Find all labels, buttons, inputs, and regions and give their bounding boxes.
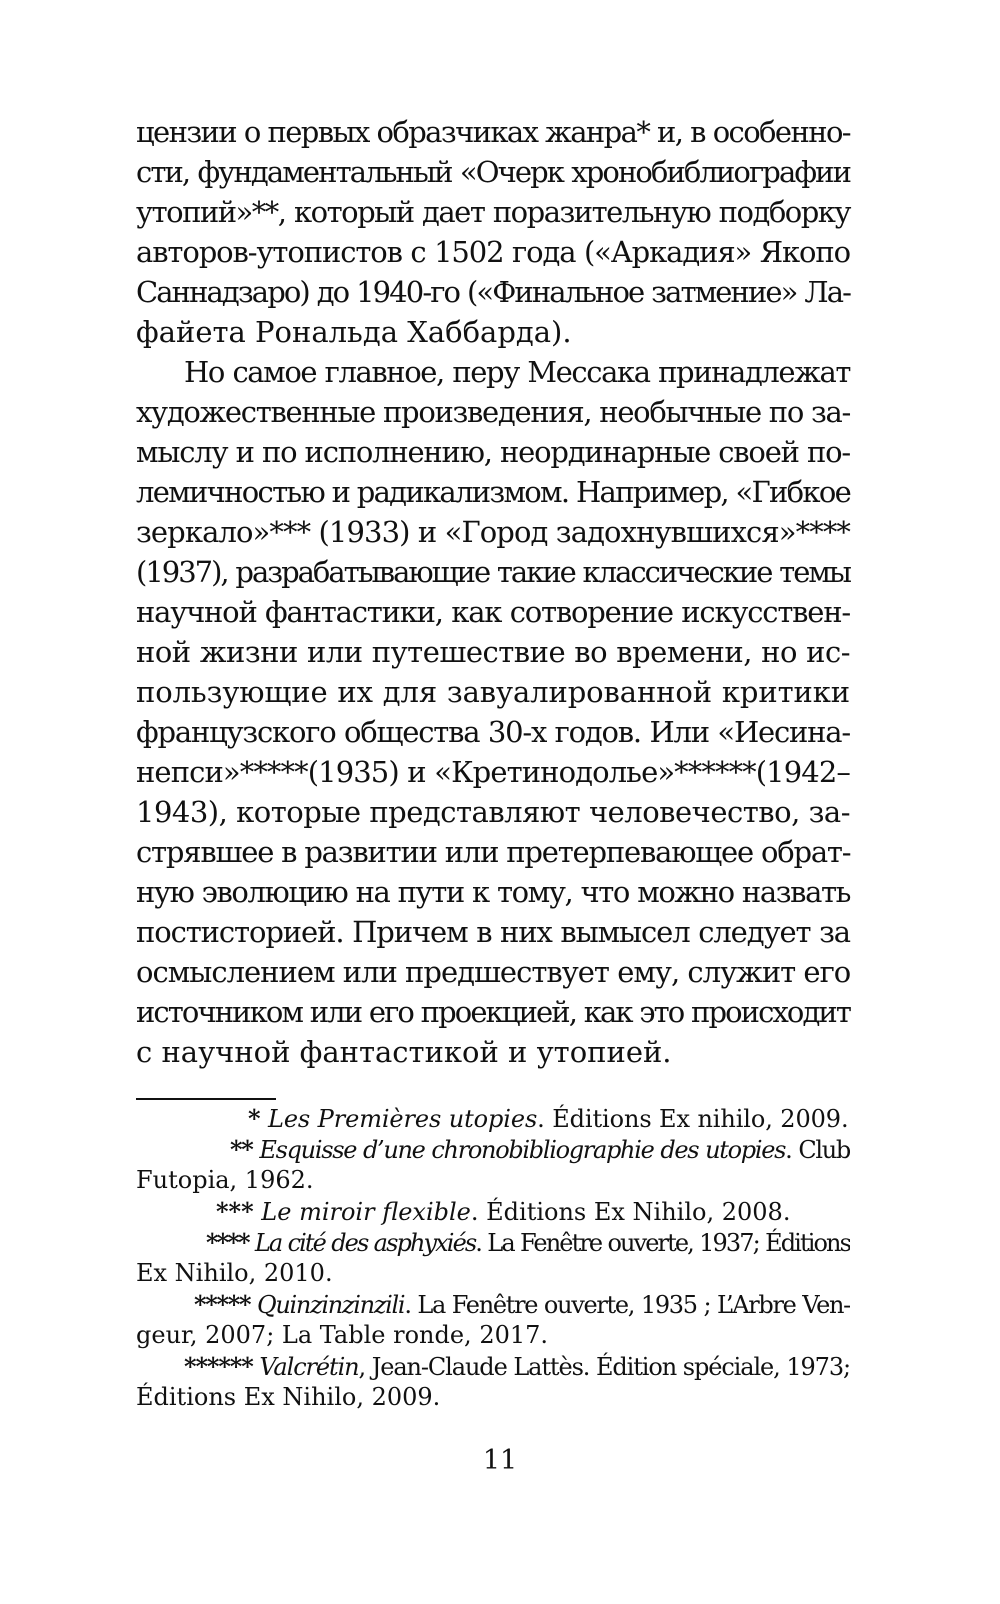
footnote-5: [136, 1289, 850, 1351]
text-line: файета Рональда Хаббарда).: [136, 315, 572, 349]
footnote-text: . Éditions Ex Nihilo, 2008.: [470, 1198, 791, 1226]
text-line: (1937), разрабатывающие такие классические темы: [136, 555, 850, 589]
text-line: пользующие их для завуалированной критики: [136, 675, 850, 709]
footnote-continuation: geur, 2007; La Table ronde, 2017.: [136, 1321, 549, 1349]
text-line: с научной фантастикой и утопией.: [136, 1035, 672, 1069]
footnote-continuation: Ex Nihilo, 2010.: [136, 1259, 333, 1287]
footnote-1: [136, 1103, 850, 1134]
text-line: зеркало»*** (1933) и «Город задохнувшихся»****: [136, 515, 851, 549]
text-line: Но самое главное, перу Мессака принадлежат: [184, 355, 850, 389]
footnote-title: Le miroir flexible: [261, 1198, 471, 1226]
text-line: стрявшее в развитии или претерпевающее обрат-: [136, 835, 851, 869]
footnote-continuation: Futopia, 1962.: [136, 1166, 314, 1194]
footnote-3: [136, 1196, 850, 1227]
footnote-title: Quinzinzinzili: [257, 1291, 405, 1319]
text-line: французского общества 30-х годов. Или «Иесина-: [136, 715, 850, 749]
footnote-4: [136, 1227, 850, 1289]
footnote-marker: *: [248, 1104, 261, 1133]
text-line: художественные произведения, необычные по за-: [136, 395, 850, 429]
footnote-line: [136, 1196, 850, 1227]
footnote-marker: ****: [206, 1228, 249, 1257]
footnote-line: [136, 1227, 850, 1258]
text-line: лемичностью и радикализмом. Например, «Гибкое: [136, 475, 851, 509]
text-line: непси»*****(1935) и «Кретинодолье»******(1942–: [136, 755, 850, 789]
text-line: Саннадзаро) до 1940-го («Финальное затмение» Ла-: [136, 275, 850, 309]
text-line: научной фантастики, как сотворение искусствен-: [136, 595, 850, 629]
text-line: утопий»**, который дает поразительную подборку: [136, 195, 850, 229]
page-number: 11: [482, 1445, 518, 1476]
footnote-line: [136, 1103, 850, 1134]
footnote-marker: **: [230, 1135, 253, 1164]
text-line: мыслу и по исполнению, неординарные своей по-: [136, 435, 850, 469]
text-line: 1943), которые представляют человечество, за-: [136, 795, 850, 829]
footnote-title: La cité des asphyxiés: [254, 1229, 476, 1257]
text-line: авторов-утопистов с 1502 года («Аркадия» Якопо: [136, 235, 850, 269]
footnote-title: Valcrétin: [259, 1353, 359, 1381]
footnote-text: . Éditions Ex nihilo, 2009.: [537, 1105, 849, 1133]
footnote-title: Les Premières utopies: [267, 1105, 538, 1133]
footnote-6: [136, 1351, 850, 1413]
footnotes: [136, 1103, 850, 1413]
main-text: [136, 112, 850, 1072]
footnote-text: , Jean-Claude Lattès. Édition spéciale, 1973;: [358, 1353, 850, 1381]
footnote-marker: ***: [216, 1197, 254, 1226]
footnote-line: [136, 1134, 850, 1165]
text-line: осмыслением или предшествует ему, служит его: [136, 955, 851, 989]
footnote-marker: ******: [184, 1352, 253, 1381]
footnote-text: . La Fenêtre ouverte, 1937; Éditions: [475, 1229, 850, 1257]
footnote-title: Esquisse d’une chronobibliographie des utopies: [259, 1136, 786, 1164]
text-line: сти, фундаментальный «Очерк хронобиблиографии: [136, 155, 850, 189]
footnote-marker: *****: [194, 1290, 251, 1319]
footnote-text: . La Fenêtre ouverte, 1935 ; L’Arbre Ven-: [404, 1291, 850, 1319]
footnote-continuation: Éditions Ex Nihilo, 2009.: [136, 1383, 441, 1411]
paragraph-1: [136, 112, 850, 352]
paragraph-2: [136, 352, 850, 1072]
footnote-text: . Club: [785, 1136, 850, 1164]
footnote-line: [136, 1351, 850, 1382]
text-line: источником или его проекцией, как это происходит: [136, 995, 850, 1029]
footnote-separator: [136, 1098, 276, 1100]
footnote-line: [136, 1289, 850, 1320]
text-line: ную эволюцию на пути к тому, что можно назвать: [136, 875, 850, 909]
text-line: цензии о первых образчиках жанра* и, в особенно-: [136, 115, 850, 149]
text-line: ной жизни или путешествие во времени, но ис-: [136, 635, 850, 669]
text-line: постисторией. Причем в них вымысел следует за: [136, 915, 850, 949]
footnote-2: [136, 1134, 850, 1196]
